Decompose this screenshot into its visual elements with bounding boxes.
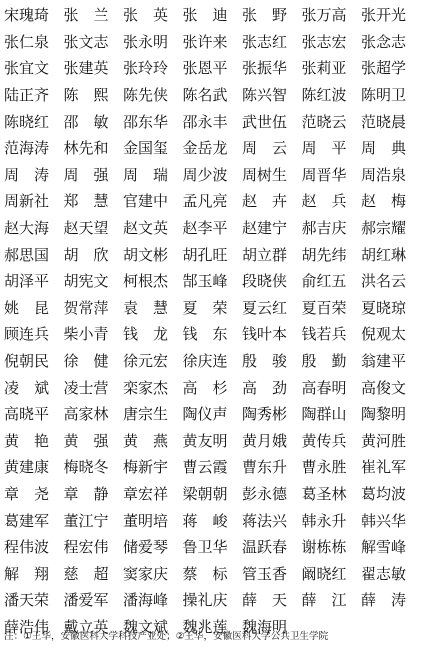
name-entry: 张 英	[123, 6, 169, 25]
name-entry: 张开光	[361, 6, 407, 25]
name-entry: 周 典	[361, 139, 407, 158]
name-entry: 黄 艳	[4, 431, 50, 450]
name-entry: 胡立群	[242, 245, 288, 264]
name-entry: 赵李平	[182, 219, 228, 238]
name-entry: 陈晓红	[4, 112, 50, 131]
name-entry: 董明培	[123, 511, 169, 530]
name-entry: 葛建军	[4, 511, 50, 530]
name-entry: 陈明卫	[361, 86, 407, 105]
name-entry: 温跃春	[242, 538, 288, 557]
name-entry: 官建中	[123, 192, 169, 211]
name-entry: 黄建康	[4, 458, 50, 477]
name-entry: 周 瑞	[123, 165, 169, 184]
name-entry: 张志宏	[301, 32, 347, 51]
name-entry: 彭永德	[242, 484, 288, 503]
name-entry: 窦家庆	[123, 564, 169, 583]
name-entry: 黄河胜	[361, 431, 407, 450]
name-entry: 高俊文	[361, 378, 407, 397]
name-entry: 宋瑰琦	[4, 6, 50, 25]
name-entry: 曹东升	[242, 458, 288, 477]
name-entry: 高晓平	[4, 405, 50, 424]
name-entry: 张 兰	[63, 6, 109, 25]
name-entry: 周 强	[63, 165, 109, 184]
name-entry: 倪观太	[361, 325, 407, 344]
name-entry: 高家林	[63, 405, 109, 424]
name-entry: 张恩平	[182, 59, 228, 78]
name-entry: 潘天荣	[4, 591, 50, 610]
name-entry: 郝思国	[4, 245, 50, 264]
name-entry: 钱 龙	[123, 325, 169, 344]
name-entry: 储爱琴	[123, 538, 169, 557]
name-entry: 柯根杰	[123, 272, 169, 291]
name-entry: 钱叶本	[242, 325, 288, 344]
name-entry: 殷 勤	[301, 352, 347, 371]
name-entry: 殷 骏	[242, 352, 288, 371]
name-entry: 薛 天	[242, 591, 288, 610]
name-entry: 孟凡亮	[182, 192, 228, 211]
name-entry: 张许来	[182, 32, 228, 51]
name-entry: 夏晓琼	[361, 298, 407, 317]
name-entry: 章 静	[63, 484, 109, 503]
name-entry: 胡文彬	[123, 245, 169, 264]
name-entry: 蔡 标	[182, 564, 228, 583]
name-entry: 梁朝朝	[182, 484, 228, 503]
name-entry: 黄 燕	[123, 431, 169, 450]
name-entry: 慈 超	[63, 564, 109, 583]
name-entry: 葛圣林	[301, 484, 347, 503]
name-entry: 张文志	[63, 32, 109, 51]
name-entry: 蒋 峻	[182, 511, 228, 530]
name-entry: 张念志	[361, 32, 407, 51]
name-entry: 赵 卉	[242, 192, 288, 211]
name-entry: 周 云	[242, 139, 288, 158]
name-entry: 袁 慧	[123, 298, 169, 317]
name-entry: 胡红琳	[361, 245, 407, 264]
names-grid	[4, 2, 422, 640]
name-entry: 柴小青	[63, 325, 109, 344]
name-entry: 张 迪	[182, 6, 228, 25]
name-entry: 陈兴智	[242, 86, 288, 105]
name-entry: 魏文斌	[123, 617, 169, 636]
name-entry: 黄传兵	[301, 431, 347, 450]
name-entry: 范晓晨	[361, 112, 407, 131]
name-entry: 周晋华	[301, 165, 347, 184]
name-entry: 戴立英	[63, 617, 109, 636]
name-entry: 陶秀彬	[242, 405, 288, 424]
name-entry: 张宜文	[4, 59, 50, 78]
name-entry: 高春明	[301, 378, 347, 397]
name-entry: 程宏伟	[63, 538, 109, 557]
name-entry: 胡泽平	[4, 272, 50, 291]
name-entry: 梅晓冬	[63, 458, 109, 477]
name-entry: 张建英	[63, 59, 109, 78]
name-entry: 郜玉峰	[182, 272, 228, 291]
name-entry: 魏海明	[242, 617, 288, 636]
name-entry: 程伟波	[4, 538, 50, 557]
name-entry: 崔礼军	[361, 458, 407, 477]
name-entry: 陈先侠	[123, 86, 169, 105]
name-entry: 凌 斌	[4, 378, 50, 397]
name-entry: 范海涛	[4, 139, 50, 158]
name-entry: 赵文英	[123, 219, 169, 238]
name-entry: 赵 梅	[361, 192, 407, 211]
name-entry: 段晓侠	[242, 272, 288, 291]
name-entry: 夏百荣	[301, 298, 347, 317]
name-entry: 胡 欣	[63, 245, 109, 264]
name-entry: 曹永胜	[301, 458, 347, 477]
name-entry: 陈红波	[301, 86, 347, 105]
name-entry: 葛均波	[361, 484, 407, 503]
name-entry: 邵永丰	[182, 112, 228, 131]
name-entry: 解雪峰	[361, 538, 407, 557]
name-entry: 薛浩伟	[4, 617, 50, 636]
name-entry: 阚晓红	[301, 564, 347, 583]
name-entry: 张振华	[242, 59, 288, 78]
name-entry: 周 涛	[4, 165, 50, 184]
name-entry: 张永明	[123, 32, 169, 51]
name-entry: 张超学	[361, 59, 407, 78]
name-entry: 韩永升	[301, 511, 347, 530]
name-entry: 鲁卫华	[182, 538, 228, 557]
name-entry: 陈 熙	[63, 86, 109, 105]
name-entry: 薛 涛	[361, 591, 407, 610]
name-entry: 林先和	[63, 139, 109, 158]
name-entry: 凌士营	[63, 378, 109, 397]
name-entry: 潘海峰	[123, 591, 169, 610]
name-entry: 赵建宁	[242, 219, 288, 238]
name-entry: 郝吉庆	[301, 219, 347, 238]
name-entry: 魏兆莲	[182, 617, 228, 636]
name-entry: 蒋法兴	[242, 511, 288, 530]
name-entry: 钱 东	[182, 325, 228, 344]
name-entry: 邵东华	[123, 112, 169, 131]
name-entry: 陶仪声	[182, 405, 228, 424]
name-entry: 钱若兵	[301, 325, 347, 344]
name-entry: 徐庆连	[182, 352, 228, 371]
name-entry: 翁建平	[361, 352, 407, 371]
name-entry: 郝宗耀	[361, 219, 407, 238]
name-entry: 周浩泉	[361, 165, 407, 184]
name-entry: 夏云红	[242, 298, 288, 317]
name-entry: 赵大海	[4, 219, 50, 238]
name-entry: 邵 敏	[63, 112, 109, 131]
name-entry: 解 翔	[4, 564, 50, 583]
name-entry: 陶群山	[301, 405, 347, 424]
name-entry: 胡孔旺	[182, 245, 228, 264]
name-entry: 赵天望	[63, 219, 109, 238]
name-entry: 贺常萍	[63, 298, 109, 317]
name-entry: 章 尧	[4, 484, 50, 503]
footnote: 注：①王华，安徽医科大学科技产业处；②王华，安徽医科大学公共卫生学院	[4, 631, 329, 642]
name-entry: 高 劲	[242, 378, 288, 397]
name-entry: 顾连兵	[4, 325, 50, 344]
name-entry: 张志红	[242, 32, 288, 51]
name-entry: 陶黎明	[361, 405, 407, 424]
name-entry: 倪朝民	[4, 352, 50, 371]
name-entry: 胡先纬	[301, 245, 347, 264]
name-entry: 黄 强	[63, 431, 109, 450]
name-entry: 张仁泉	[4, 32, 50, 51]
name-entry: 操礼庆	[182, 591, 228, 610]
name-entry: 曹云霞	[182, 458, 228, 477]
name-entry: 张玲玲	[123, 59, 169, 78]
name-entry: 谢栋栋	[301, 538, 347, 557]
name-entry: 唐宗生	[123, 405, 169, 424]
name-entry: 翟志敏	[361, 564, 407, 583]
name-entry: 周 平	[301, 139, 347, 158]
name-entry: 薛 江	[301, 591, 347, 610]
name-entry: 张莉亚	[301, 59, 347, 78]
name-entry: 夏 荣	[182, 298, 228, 317]
name-entry: 张万高	[301, 6, 347, 25]
name-entry: 郑 慧	[63, 192, 109, 211]
name-entry: 赵 兵	[301, 192, 347, 211]
name-entry: 徐 健	[63, 352, 109, 371]
name-entry: 管玉香	[242, 564, 288, 583]
name-entry: 韩兴华	[361, 511, 407, 530]
name-entry: 徐元宏	[123, 352, 169, 371]
name-entry: 黄友明	[182, 431, 228, 450]
name-entry: 武世伍	[242, 112, 288, 131]
name-entry: 黄月娥	[242, 431, 288, 450]
name-entry: 陈名武	[182, 86, 228, 105]
name-entry: 俞红五	[301, 272, 347, 291]
name-entry: 周树生	[242, 165, 288, 184]
name-entry: 金岳龙	[182, 139, 228, 158]
name-entry: 潘爱军	[63, 591, 109, 610]
name-entry: 董江宁	[63, 511, 109, 530]
name-entry: 周少波	[182, 165, 228, 184]
name-entry: 范晓云	[301, 112, 347, 131]
name-entry: 高 杉	[182, 378, 228, 397]
name-entry: 洪名云	[361, 272, 407, 291]
name-entry: 章宏祥	[123, 484, 169, 503]
name-entry: 姚 昆	[4, 298, 50, 317]
name-entry: 陆正齐	[4, 86, 50, 105]
name-entry: 金国玺	[123, 139, 169, 158]
name-entry: 栾家杰	[123, 378, 169, 397]
name-entry: 胡宪文	[63, 272, 109, 291]
name-entry: 梅新宇	[123, 458, 169, 477]
name-entry: 张 野	[242, 6, 288, 25]
name-entry: 周新社	[4, 192, 50, 211]
